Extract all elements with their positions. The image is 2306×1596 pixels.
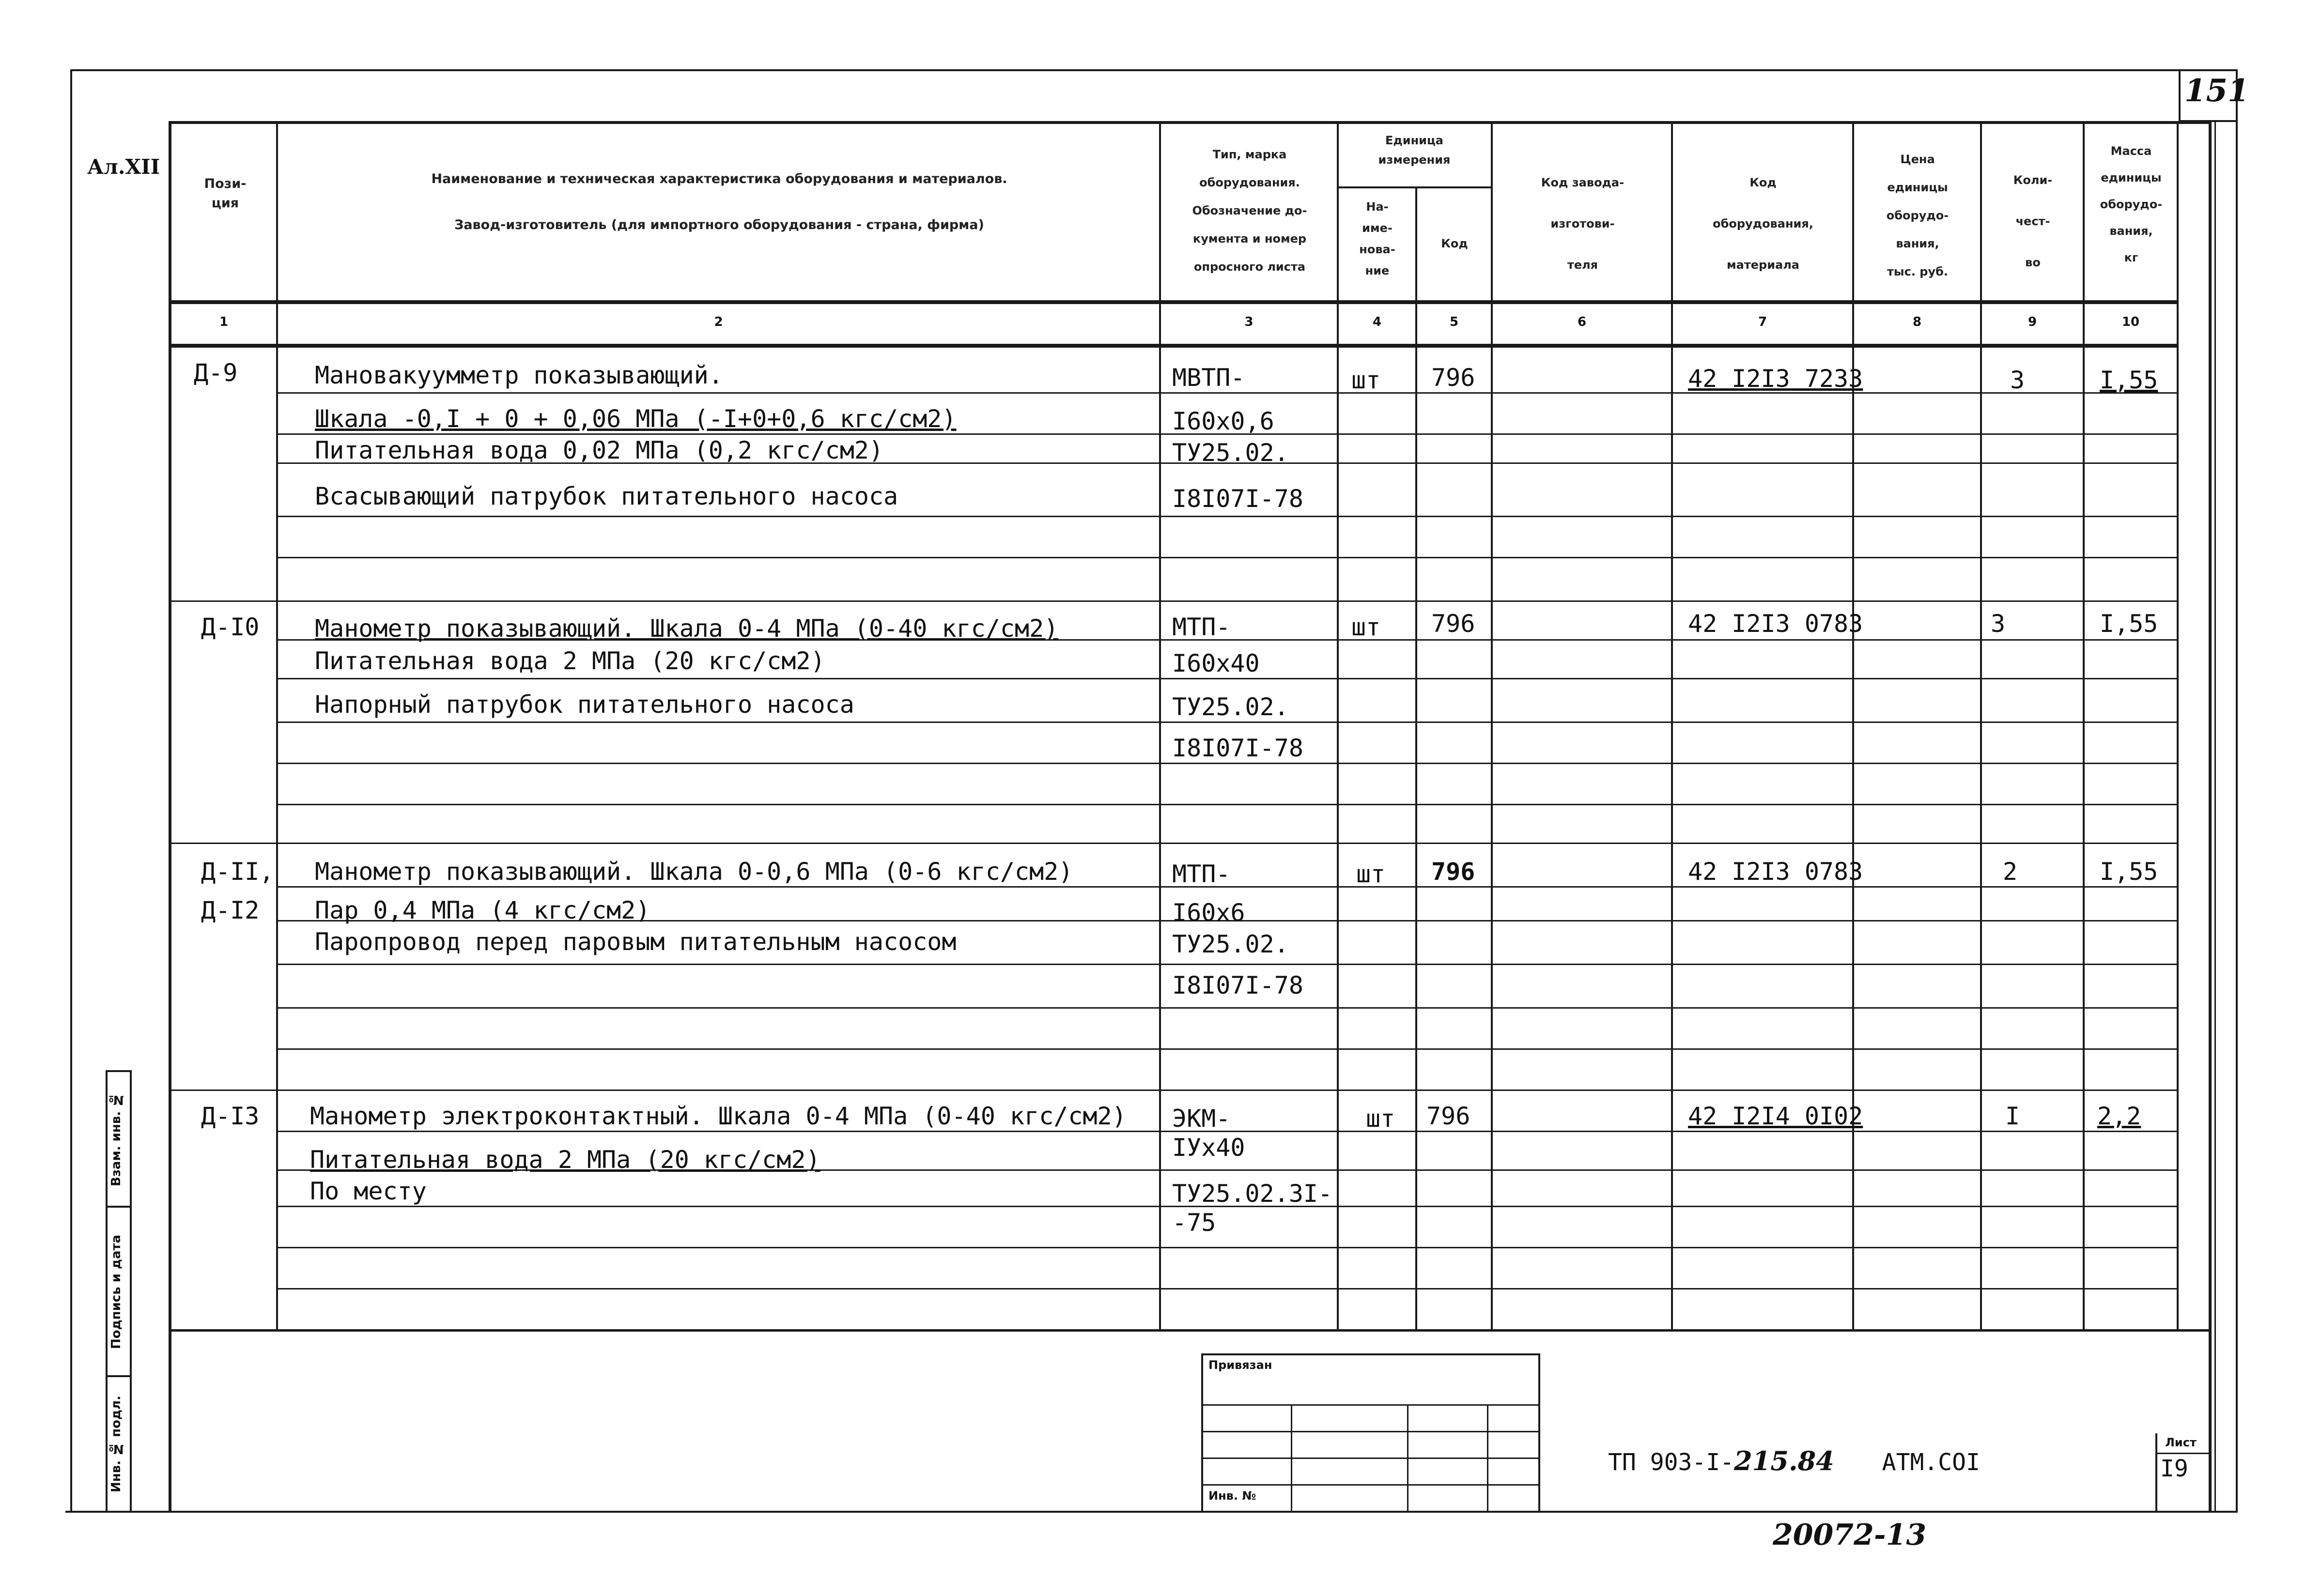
- name-d10-1: Манометр показывающий. Шкала 0-4 МПа (0-40 кгс/см2): [315, 614, 1059, 643]
- doc-code-sep: [2155, 1433, 2157, 1511]
- col-line-2: [1159, 121, 1161, 1332]
- col-number-5: 5: [1449, 315, 1459, 329]
- name-d9-2: Шкала -0,I + 0 + 0,06 МПа (-I+0+0,6 кгс/см2): [315, 405, 957, 433]
- equip-code-d11: 42 I2I3 0783: [1688, 858, 1863, 886]
- pos-d12: Д-I2: [201, 896, 260, 924]
- header-name-line1: Наименование и техническая характеристика оборудования и материалов.: [431, 171, 1007, 186]
- header-unit-name: На- име- нова- ние: [1359, 200, 1395, 277]
- side-stamp-div1: [106, 1206, 132, 1208]
- col-line-7: [1852, 121, 1854, 1332]
- doc-code-suffix: АТМ.СОI: [1882, 1449, 1980, 1476]
- name-d9-1: Мановакуумметр показывающий.: [315, 361, 723, 389]
- equip-code-d9: 42 I2I3 7233: [1688, 365, 1863, 393]
- mass-d9: I,55: [2100, 366, 2158, 394]
- row-rule: [278, 763, 2177, 764]
- code-d11: 796: [1431, 858, 1475, 886]
- code-d13: 796: [1426, 1102, 1470, 1130]
- row-rule: [278, 557, 2177, 558]
- title-block-row2: [1201, 1431, 1540, 1432]
- name-d10-2: Питательная вода 2 МПа (20 кгс/см2): [315, 647, 825, 675]
- col-number-10: 10: [2121, 315, 2140, 329]
- row-rule: [278, 1090, 2177, 1091]
- col-number-3: 3: [1244, 315, 1254, 329]
- header-bottom-line: [171, 300, 2177, 304]
- border-left: [169, 121, 171, 1511]
- title-block-row4: [1201, 1484, 1540, 1486]
- row-rule: [278, 1288, 2177, 1289]
- name-d13-1: Манометр электроконтактный. Шкала 0-4 МПа (0-40 кгс/см2): [310, 1102, 1127, 1130]
- table-top-line: [171, 121, 2212, 124]
- name-d13-2: Питательная вода 2 МПа (20 кгс/см2): [310, 1146, 820, 1174]
- header-quantity: Коли- чест- во: [2013, 173, 2053, 269]
- col-number-9: 9: [2027, 315, 2037, 329]
- side-stamp-right: [130, 1070, 132, 1511]
- title-block-col1: [1291, 1404, 1292, 1511]
- header-name-line2: Завод-изготовитель (для импортного оборудования - страна, фирма): [454, 217, 984, 232]
- type-d13-1: ЭКМ-: [1172, 1105, 1231, 1133]
- row-rule: [278, 721, 2177, 723]
- code-d10: 796: [1431, 610, 1475, 638]
- col-number-1: 1: [219, 315, 229, 329]
- type-d13-3: ТУ25.02.3I-: [1172, 1180, 1333, 1208]
- type-d10-3: ТУ25.02.: [1172, 693, 1289, 721]
- unit-group-line: [1337, 186, 1491, 188]
- header-unit-group: Единица измерения: [1378, 134, 1451, 167]
- unit-d11: шт: [1356, 860, 1386, 888]
- row-rule: [278, 516, 2177, 517]
- header-type: Тип, марка оборудования. Обозначение до- кумента и номер опросного листа: [1192, 148, 1307, 274]
- name-d12-2: Пар 0,4 МПа (4 кгс/см2): [315, 896, 650, 924]
- qty-d9: 3: [2010, 366, 2025, 394]
- header-mass: Масса единицы оборудо- вания, кг: [2100, 144, 2163, 264]
- type-d13-4: -75: [1172, 1209, 1216, 1237]
- header-maker-code: Код завода- изготови- теля: [1541, 176, 1625, 272]
- type-d9-1: МВТП-: [1172, 364, 1245, 392]
- name-d12-3: Паропровод перед паровым питательным насосом: [315, 928, 957, 956]
- doc-code: [1608, 1445, 1980, 1476]
- type-d13-2: IУх40: [1172, 1134, 1245, 1162]
- pos-d9: Д-9: [194, 359, 238, 387]
- frame-top: [70, 69, 2238, 71]
- col-line-5: [1491, 121, 1493, 1332]
- border-right: [2209, 121, 2212, 1511]
- type-d10-2: I60х40: [1172, 649, 1260, 677]
- sheet-label: Лист: [2165, 1436, 2197, 1449]
- type-d12-2: I60х6: [1172, 899, 1245, 927]
- doc-code-prefix: ТП 903-I-: [1608, 1449, 1734, 1476]
- type-d12-4: I8I07I-78: [1172, 971, 1303, 999]
- title-block-row3: [1201, 1458, 1540, 1459]
- col-line-3: [1337, 121, 1339, 1332]
- frame-bottom: [65, 1511, 2238, 1513]
- header-equipment-code: Код оборудования, материала: [1713, 176, 1813, 272]
- album-label: Ал.XII: [87, 155, 160, 179]
- sheet-box-line: [2155, 1453, 2211, 1454]
- col-line-8: [1980, 121, 1982, 1332]
- side-stamp-top: [106, 1070, 132, 1072]
- col-line-1: [276, 121, 278, 1332]
- col-number-4: 4: [1372, 315, 1382, 329]
- name-d9-3: Питательная вода 0,02 МПа (0,2 кгс/см2): [315, 436, 883, 464]
- table-bottom-line: [171, 1329, 2209, 1332]
- row-rule: [278, 1247, 2177, 1248]
- name-d10-3: Напорный патрубок питательного насоса: [315, 691, 854, 719]
- pos-d11: Д-II,: [201, 858, 274, 886]
- type-d12-3: ТУ25.02.: [1172, 930, 1289, 958]
- side-stamp-div2: [106, 1375, 132, 1377]
- name-d13-3: По месту: [310, 1177, 427, 1205]
- row-rule: [278, 804, 2177, 805]
- header-price: Цена единицы оборудо- вания, тыс. руб.: [1886, 153, 1949, 278]
- frame-left: [70, 69, 72, 1512]
- col-number-7: 7: [1758, 315, 1767, 329]
- type-d10-1: МТП-: [1172, 613, 1231, 641]
- corner-box-left: [2179, 69, 2181, 121]
- equip-code-d10: 42 I2I3 0783: [1688, 610, 1863, 638]
- mass-d11: I,55: [2100, 858, 2158, 886]
- col-number-8: 8: [1912, 315, 1922, 329]
- col-line-6: [1671, 121, 1673, 1332]
- qty-d10: 3: [1991, 610, 2006, 638]
- mass-d13: 2,2: [2097, 1102, 2141, 1130]
- side-stamp-replaces: Взам. инв. №: [109, 1092, 124, 1186]
- col-line-10: [2177, 121, 2179, 1332]
- side-stamp-inv-original: Инв. № подл.: [109, 1396, 124, 1493]
- title-block-col3: [1487, 1404, 1488, 1511]
- header-position: Пози- ция: [204, 176, 247, 211]
- group-rule: [171, 1090, 278, 1091]
- pos-d13: Д-I3: [201, 1102, 260, 1130]
- col-number-2: 2: [714, 315, 723, 329]
- frame-right: [2236, 69, 2238, 1512]
- group-rule: [171, 600, 278, 602]
- row-rule: [278, 678, 2177, 679]
- col-number-6: 6: [1577, 315, 1587, 329]
- row-rule: [278, 1007, 2177, 1009]
- unit-d9: шт: [1351, 366, 1381, 394]
- type-d9-4: I8I07I-78: [1172, 485, 1303, 513]
- title-block-top: [1201, 1353, 1540, 1355]
- name-d11-1: Манометр показывающий. Шкала 0-0,6 МПа (0-6 кгс/см2): [315, 858, 1073, 886]
- pos-d10: Д-I0: [201, 613, 260, 641]
- title-block-row1: [1201, 1404, 1540, 1406]
- type-d9-2: I60х0,6: [1172, 407, 1274, 435]
- type-d10-4: I8I07I-78: [1172, 734, 1303, 762]
- name-d9-4: Всасывающий патрубок питательного насоса: [315, 482, 898, 510]
- numbers-bottom-line: [171, 344, 2177, 348]
- unit-d10: шт: [1351, 613, 1381, 641]
- code-d9: 796: [1431, 364, 1475, 392]
- unit-d13: шт: [1366, 1105, 1395, 1133]
- type-d11-1: МТП-: [1172, 860, 1231, 888]
- header-unit-code: Код: [1441, 237, 1468, 250]
- side-stamp-left: [106, 1070, 108, 1511]
- type-d9-3: ТУ25.02.: [1172, 439, 1289, 467]
- corner-page-number: 151: [2184, 73, 2249, 109]
- doc-code-handwritten: 215.84: [1734, 1445, 1834, 1476]
- col-line-9: [2083, 121, 2085, 1332]
- row-rule: [278, 843, 2177, 844]
- title-block-col2: [1407, 1404, 1408, 1511]
- title-block-attached: Привязан: [1208, 1358, 1272, 1372]
- row-rule: [278, 600, 2177, 602]
- qty-d13: I: [2005, 1102, 2020, 1130]
- side-stamp-sign-date: Подпись и дата: [109, 1234, 124, 1349]
- equip-code-d13: 42 I2I4 0I02: [1688, 1102, 1863, 1130]
- qty-d11: 2: [2003, 858, 2018, 886]
- mass-d10: I,55: [2100, 610, 2158, 638]
- sheet-number: I9: [2160, 1455, 2188, 1482]
- row-rule: [278, 964, 2177, 965]
- col-line-4: [1415, 186, 1417, 1332]
- bottom-handwritten-number: 20072-13: [1773, 1518, 1927, 1552]
- border-right-outer: [2214, 121, 2216, 1511]
- row-rule: [278, 392, 2177, 394]
- row-rule: [278, 1048, 2177, 1050]
- group-rule: [171, 843, 278, 844]
- title-block-inv-no: Инв. №: [1208, 1489, 1256, 1503]
